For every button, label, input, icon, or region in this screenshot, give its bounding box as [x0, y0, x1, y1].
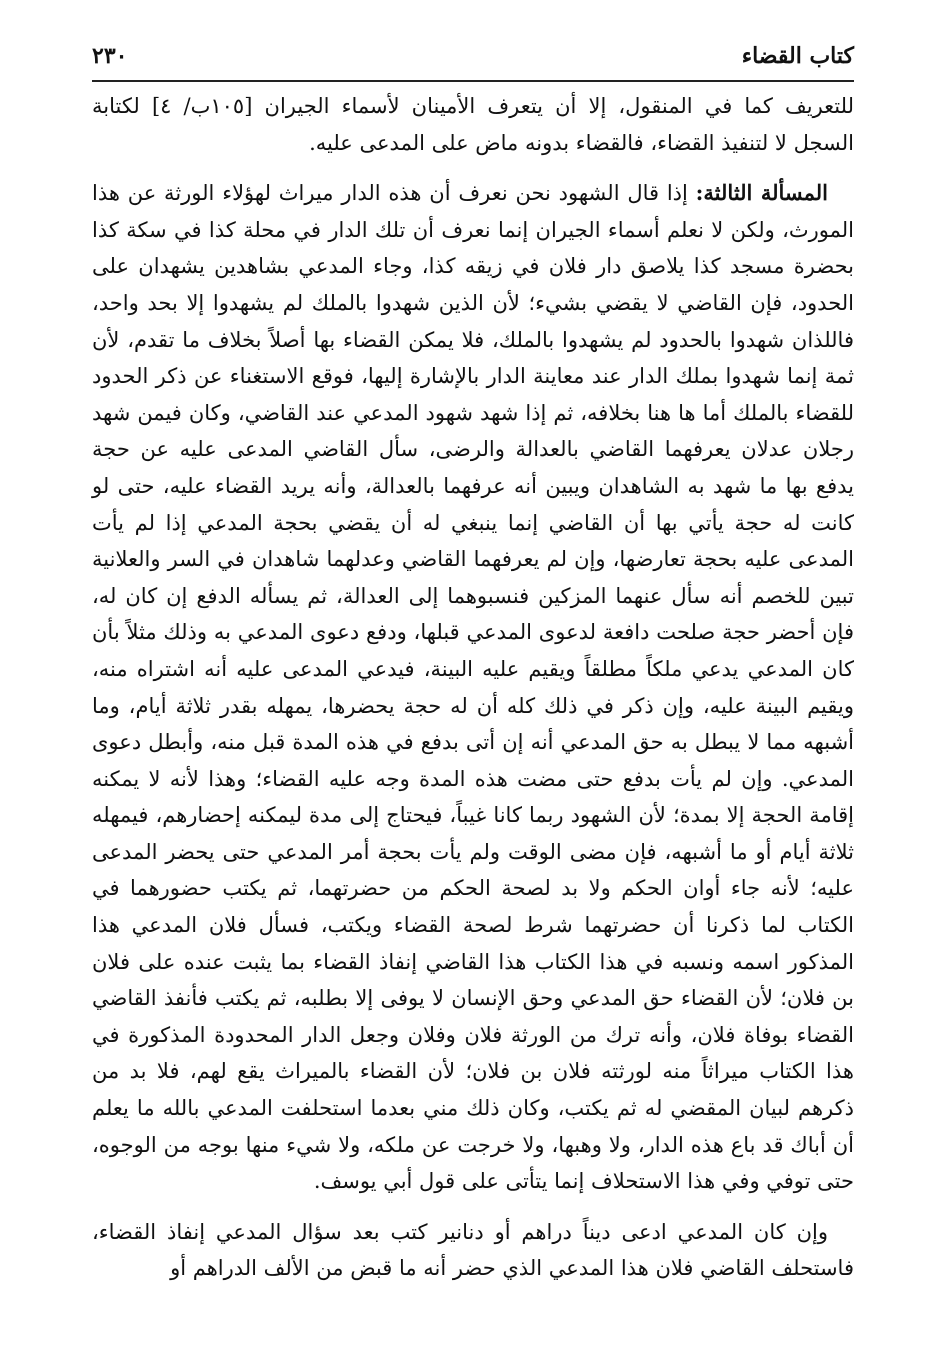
page-number: ٢٣٠: [92, 43, 128, 69]
issue-heading: المسألة الثالثة:: [695, 180, 828, 206]
page-header: [92, 34, 854, 82]
text-body: [92, 88, 854, 1287]
issue-text: إذا قال الشهود نحن نعرف أن هذه الدار ميراث لهؤلاء الورثة عن هذا المورث، ولكن لا نعلم أسماء الجيران إنما نعرف أن تلك الدار في محلة كذا في سكة كذا بحضرة مسجد كذا يلاصق دار فلان في زيقه كذا، وجاء المدعي بشاهدين يشهدان على الحدود، فإن القاضي لا يقضي بشيء؛ لأن الذين شهدوا بالملك لم يشهدوا إلا بحد واحد، فاللذان شهدوا بالحدود لم يشهدوا بالملك، فلا يمكن القضاء بها أصلاً بخلاف ما تقدم، لأن ثمة إنما شهدوا بملك الدار عند معاينة الدار بالإشارة إليها، فوقع الاستغناء عن ذكر الحدود للقضاء بالملك أما ها هنا بخلافه، ثم إذا شهد شهود المدعي عند القاضي، وكان فيمن شهد رجلان عدلان يعرفهما القاضي بالعدالة والرضى، سأل القاضي المدعى عليه عن حجة يدفع بها ما شهد به الشاهدان ويبين أنه عرفهما بالعدالة، وأنه يريد القضاء عليه، حتى لو كانت له حجة يأتي بها أن القاضي إنما ينبغي له أن يقضي بحجة المدعي إذا لم يأت المدعى عليه بحجة تعارضها، وإن لم يعرفهما القاضي وعدلهما شاهدان في السر والعلانية تبين للخصم أنه سأل عنهما المزكين فنسبوهما إلى العدالة، ثم يسأله الدفع إن كان له، فإن أحضر حجة صلحت دافعة لدعوى المدعي قبلها، ودفع دعوى المدعي به وذلك مثلاً بأن كان المدعي يدعي ملكاً مطلقاً ويقيم عليه البينة، فيدعي المدعى عليه أنه اشتراه منه، ويقيم البينة عليه، وإن ذكر في ذلك كله أن له حجة يحضرها، يمهله بقدر ثلاثة أيام، وما أشبهه مما لا يبطل به حق المدعي أنه إن أتى بدفع في هذه المدة قبل منه، وأبطل دعوى المدعي. وإن لم يأت بدفع حتى مضت هذه المدة وجه عليه القضاء؛ وهذا لأنه لا يمكنه إقامة الحجة إلا بمدة؛ لأن الشهود ربما كانا غيباً، فيحتاج إلى مدة ليمكنه إحضارهم، فيمهله ثلاثة أيام أو ما أشبهه، فإن مضى الوقت ولم يأت بحجة أمر المدعي حتى يحضر المدعى عليه؛ لأنه جاء أوان الحكم ولا بد لصحة الحكم من حضرتهما، ثم يكتب حضورهما في الكتاب لما ذكرنا أن حضرتهما شرط لصحة القضاء ويكتب، فسأل فلان المدعي هذا المذكور اسمه ونسبه في هذا الكتاب هذا القاضي إنفاذ القضاء بما يثبت عنده على فلان بن فلان؛ لأن القضاء حق المدعي وحق الإنسان لا يوفى إلا بطلبه، ثم يكتب فأنفذ القاضي القضاء بوفاة فلان، وأنه ترك من الورثة فلان وفلان وجعل الدار المحدودة المذكورة في هذا الكتاب ميراثاً منه لورثته فلان بن فلان؛ لأن القضاء بالميراث يقع لهم، فلا بد من ذكرهم لبيان المقضي له ثم يكتب، وكان ذلك مني بعدما استحلفت المدعي بالله ما يعلم أن أباك قد باع هذه الدار، ولا وهبها، ولا خرجت عن ملكه، ولا شيء منها بوجه من الوجوه، حتى توفي وفي هذا الاستحلاف إنما يتأتى على قول أبي يوسف.: [92, 181, 854, 1194]
paragraph-debt-claim: وإن كان المدعي ادعى ديناً دراهم أو دنانير كتب بعد سؤال المدعي إنفاذ القضاء، فاستحلف القاضي فلان هذا المدعي الذي حضر أنه ما قبض من الألف الدراهم أو: [92, 1219, 854, 1281]
paragraph-continued: للتعريف كما في المنقول، إلا أن يتعرف الأمينان لأسماء الجيران [١٠٥ب/ ٤] لكتابة السجل لا لتنفيذ القضاء، فالقضاء بدونه ماض على المدعى عليه.: [92, 94, 854, 155]
book-title: كتاب القضاء: [741, 43, 854, 69]
paragraph-third-issue: [92, 175, 854, 1200]
